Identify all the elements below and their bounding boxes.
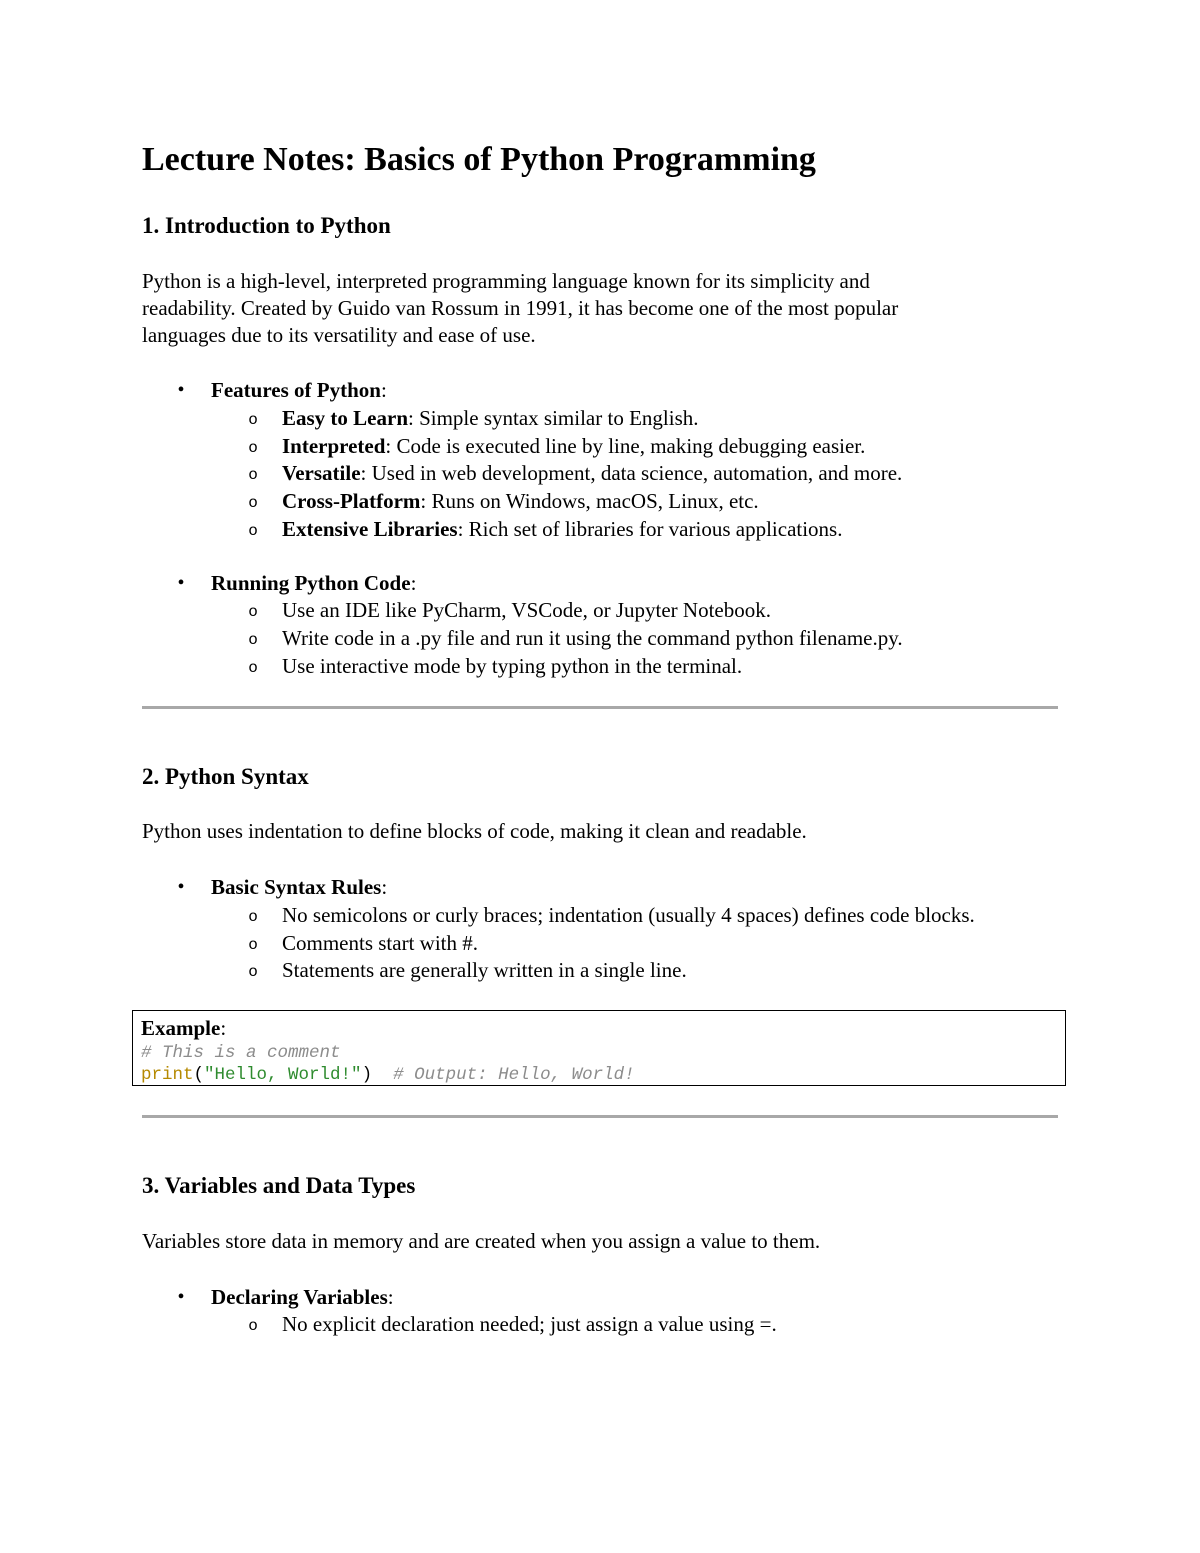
sub-bullet-icon: o (248, 936, 258, 954)
document-page: Lecture Notes: Basics of Python Programming 1. Introduction to Python Python is a high-level, interpreted programming language known for its simplicity and readability. Created by Guido van Rossum in 1991, it has become one of the most popular languages due to its versatility and ease of use. • Features of Python: o Easy to Learn: Simple syntax similar to English. o Interpreted: Code is executed line by line, making debugging easier. o Versatile: Used in web development, data science, automation, and more. o Cross-Platform: Runs on Windows, macOS, Linux, etc. o Extensive Libraries: Rich set of libraries for various applications. • Running Python Code: o Use an IDE like PyCharm, VSCode, or Jupyter Notebook. o Write code in a .py file and run it using the command python filename.py. o Use interactive mode by typing python in the terminal. 2. Python Syntax Python uses indentation to define blocks of code, making it clean and readable. • Basic Syntax Rules: o No semicolons or curly braces; indentation (usually 4 spaces) defines code blocks. o Comments start with #. o Statements are generally written in a single line. Example: # This is a comment print("Hello, World!") # Output: Hello, World! 3. Variables and Data Types Variables store data in memory and are created when you assign a value to them. • Declaring Variables: o No explicit declaration needed; just assign a value using =. (0, 0, 1200, 1553)
intro-paragraph-line-1: Python is a high-level, interpreted programming language known for its simplicity and (142, 269, 870, 293)
bullet-icon: • (177, 1286, 185, 1308)
sub-bullet-icon: o (248, 631, 258, 649)
sub-bullet-icon: o (248, 908, 258, 926)
page-title: Lecture Notes: Basics of Python Programming (142, 141, 816, 178)
bullet-label: Basic Syntax Rules (211, 875, 382, 899)
code-string: "Hello, World!" (204, 1065, 362, 1085)
intro-paragraph-line-3: languages due to its versatility and ease of use. (142, 323, 536, 347)
sub-bullet-icon: o (248, 411, 258, 429)
intro-paragraph-line-2: readability. Created by Guido van Rossum in 1991, it has become one of the most popular (142, 296, 899, 320)
section-divider (142, 1115, 1058, 1118)
bullet-icon: • (177, 876, 185, 898)
sub-bullet-icon: o (248, 603, 258, 621)
sub-bullet-icon: o (248, 522, 258, 540)
code-comment: # This is a comment (141, 1043, 341, 1063)
sub-bullet-icon: o (248, 439, 258, 457)
code-function: print (141, 1065, 194, 1085)
code-line-2: print("Hello, World!") # Output: Hello, World! (141, 1065, 635, 1085)
section-divider (142, 706, 1058, 709)
sub-bullet-icon: o (248, 659, 258, 677)
section-heading-syntax: 2. Python Syntax (142, 764, 309, 789)
section-heading-variables: 3. Variables and Data Types (142, 1173, 416, 1198)
syntax-paragraph: Python uses indentation to define blocks of code, making it clean and readable. (142, 819, 807, 843)
bullet-label: Running Python Code (211, 571, 411, 595)
sub-bullet-icon: o (248, 1317, 258, 1335)
example-label: Example: (141, 1016, 227, 1040)
bullet-label: Features of Python (211, 378, 381, 402)
bullet-label: Declaring Variables (211, 1285, 388, 1309)
code-comment: # Output: Hello, World! (393, 1065, 635, 1085)
sub-bullet-icon: o (248, 963, 258, 981)
bullet-icon: • (177, 572, 185, 594)
sub-bullet-icon: o (248, 466, 258, 484)
code-line-1 (141, 1042, 341, 1064)
section-heading-introduction: 1. Introduction to Python (142, 213, 391, 238)
bullet-icon: • (177, 379, 185, 401)
sub-bullet-icon: o (248, 494, 258, 512)
code-example-box (132, 1010, 1066, 1086)
variables-paragraph: Variables store data in memory and are created when you assign a value to them. (142, 1229, 821, 1253)
